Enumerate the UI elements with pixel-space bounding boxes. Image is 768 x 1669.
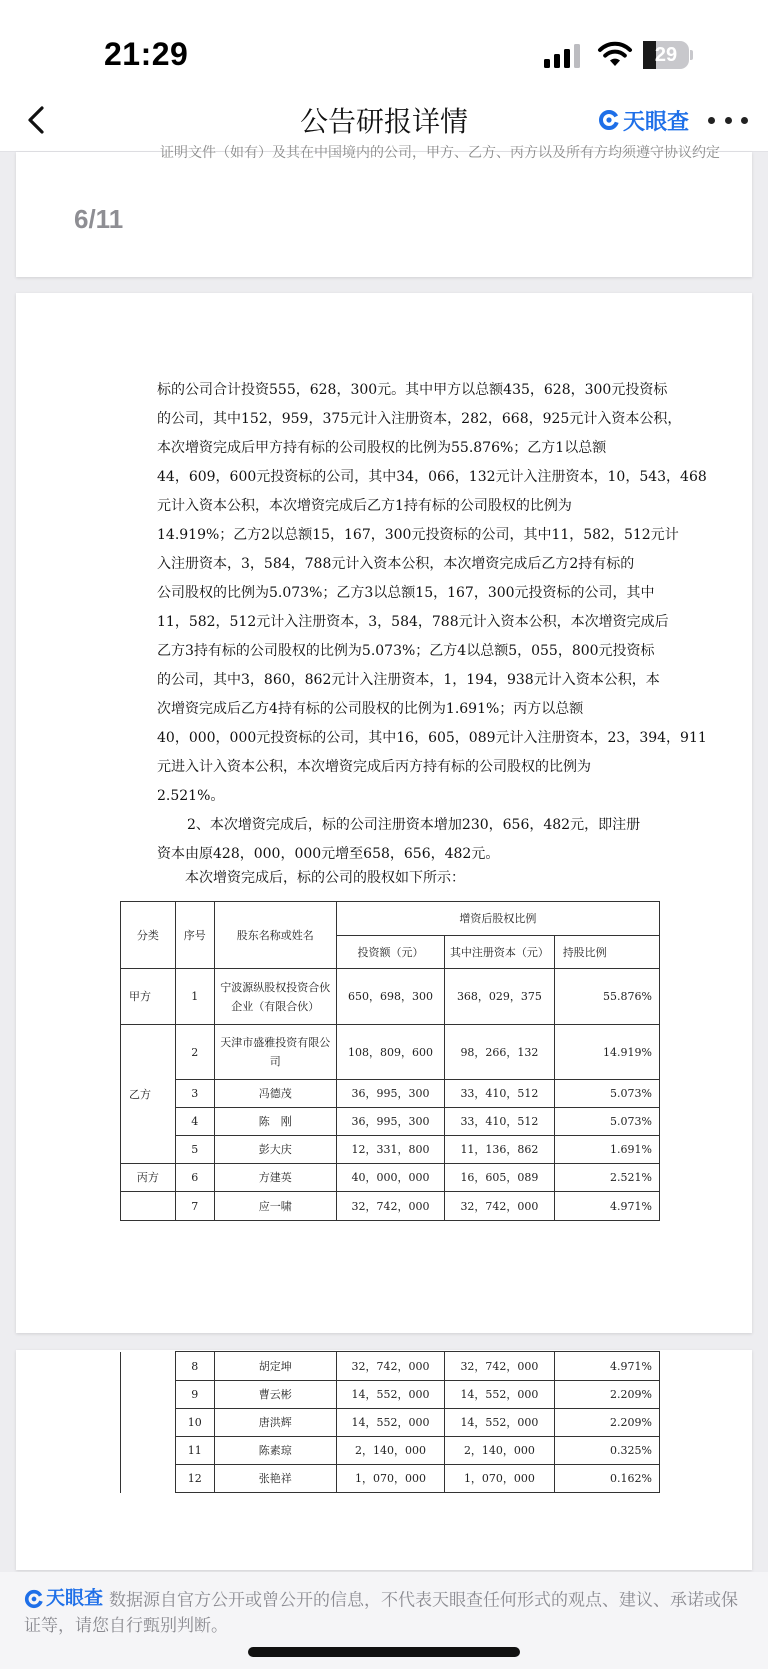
cell-registered: 16，605，089 xyxy=(445,1164,554,1192)
text-line: 2.521%。 xyxy=(157,788,225,804)
cell-holder: 陈素琼 xyxy=(214,1437,336,1465)
text-line: 元计入资本公积，本次增资完成后乙方1持有标的公司股权的比例为 xyxy=(157,498,572,514)
home-indicator[interactable] xyxy=(248,1647,520,1657)
cell-investment: 1，070，000 xyxy=(336,1465,444,1493)
table-row xyxy=(121,969,660,1025)
cell-holder: 唐洪辉 xyxy=(214,1409,336,1437)
cell-ratio: 4.971% xyxy=(554,1192,659,1221)
disclaimer-brand-name: 天眼查 xyxy=(46,1588,104,1609)
text-line: 的公司，其中152，959，375元计入注册资本，282，668，925元计入资本公积， xyxy=(157,411,682,427)
cell-category: 乙方 xyxy=(121,1025,176,1164)
status-bar xyxy=(0,0,768,90)
cell-ratio: 5.073% xyxy=(554,1108,659,1136)
cell-registered: 368，029，375 xyxy=(445,969,554,1025)
more-dots-icon xyxy=(708,117,715,124)
text-line: 本次增资完成后甲方持有标的公司股权的比例为55.876%；乙方1以总额 xyxy=(157,440,607,456)
cell-registered: 32，742，000 xyxy=(445,1192,554,1221)
cell-ratio: 55.876% xyxy=(554,969,659,1025)
status-time: 21:29 xyxy=(104,36,189,72)
cell-ratio: 1.691% xyxy=(554,1136,659,1164)
table-row xyxy=(121,1352,660,1381)
cell-registered: 33，410，512 xyxy=(445,1108,554,1136)
cell-holder: 天津市盛雅投资有限公司 xyxy=(214,1025,336,1080)
disclaimer-message: 数据源自官方公开或曾公开的信息，不代表天眼查任何形式的观点、建议、承诺或保证等，请您自行甄别判断。 xyxy=(24,1590,739,1635)
cell-holder: 宁波源纵股权投资合伙企业（有限合伙） xyxy=(214,969,336,1025)
cellular-signal-icon xyxy=(544,44,582,68)
cell-ratio: 2.209% xyxy=(554,1381,659,1409)
cell-investment: 14，552，000 xyxy=(336,1409,444,1437)
header-ratio: 持股比例 xyxy=(554,936,659,969)
cell-category xyxy=(121,1437,176,1465)
cell-holder: 应一啸 xyxy=(214,1192,336,1221)
cell-registered: 32，742，000 xyxy=(445,1352,554,1381)
table-row xyxy=(121,1080,660,1108)
text-line: 11，582，512元计入注册资本，3，584，788元计入资本公积，本次增资完成后 xyxy=(157,614,669,630)
cell-ratio: 0.162% xyxy=(554,1465,659,1493)
cell-registered: 33，410，512 xyxy=(445,1080,554,1108)
cell-investment: 650，698，300 xyxy=(336,969,444,1025)
text-line: 2、本次增资完成后，标的公司注册资本增加230，656，482元，即注册 xyxy=(187,817,641,833)
cell-seq: 2 xyxy=(175,1025,214,1080)
cell-investment: 36，995，300 xyxy=(336,1080,444,1108)
header-investment: 投资额（元） xyxy=(336,936,444,969)
cell-registered: 1，070，000 xyxy=(445,1465,554,1493)
text-line: 乙方3持有标的公司股权的比例为5.073%；乙方4以总额5，055，800元投资标 xyxy=(157,643,655,659)
cell-category: 丙方 xyxy=(121,1164,176,1192)
cell-seq: 9 xyxy=(175,1381,214,1409)
header-group: 增资后股权比例 xyxy=(336,902,659,936)
text-line: 40，000，000元投资标的公司，其中16，605，089元计入注册资本，23，394，911 xyxy=(157,730,707,746)
battery-icon xyxy=(643,41,693,69)
document-page xyxy=(16,293,752,1333)
document-page-prev xyxy=(16,145,752,277)
cell-seq: 8 xyxy=(175,1352,214,1381)
cell-ratio: 14.919% xyxy=(554,1025,659,1080)
disclaimer-brand xyxy=(24,1586,103,1611)
table-row xyxy=(121,1437,660,1465)
cell-category: 甲方 xyxy=(121,969,176,1025)
table-row xyxy=(121,1465,660,1493)
cell-investment: 32，742，000 xyxy=(336,1192,444,1221)
cell-seq: 10 xyxy=(175,1409,214,1437)
equity-table-continued xyxy=(120,1351,660,1493)
cell-holder: 张艳祥 xyxy=(214,1465,336,1493)
cell-registered: 14，552，000 xyxy=(445,1381,554,1409)
cut-off-text: 证明文件（如有）及其在中国境内的公司，甲方、乙方、丙方以及所有方均须遵守协议约定 xyxy=(160,145,720,161)
brand-name: 天眼查 xyxy=(623,108,690,134)
text-line: 标的公司合计投资555，628，300元。其中甲方以总额435，628，300元投资标 xyxy=(157,382,668,398)
cell-investment: 2，140，000 xyxy=(336,1437,444,1465)
cell-ratio: 0.325% xyxy=(554,1437,659,1465)
text-line: 资本由原428，000，000元增至658，656，482元。 xyxy=(157,846,500,862)
text-line: 入注册资本，3，584，788元计入资本公积，本次增资完成后乙方2持有标的 xyxy=(157,556,635,572)
cell-holder: 彭大庆 xyxy=(214,1136,336,1164)
cell-investment: 14，552，000 xyxy=(336,1381,444,1409)
cell-ratio: 5.073% xyxy=(554,1080,659,1108)
cell-seq: 11 xyxy=(175,1437,214,1465)
header-seq: 序号 xyxy=(175,902,214,969)
tianyancha-logo-icon xyxy=(24,1589,44,1609)
cell-seq: 1 xyxy=(175,969,214,1025)
text-line: 元进入计入资本公积，本次增资完成后丙方持有标的公司股权的比例为 xyxy=(157,759,591,775)
cell-investment: 32，742，000 xyxy=(336,1352,444,1381)
table-row xyxy=(121,1164,660,1192)
cell-holder: 胡定坤 xyxy=(214,1352,336,1381)
cell-holder: 冯德茂 xyxy=(214,1080,336,1108)
tianyancha-logo-icon xyxy=(598,109,620,131)
cell-registered: 11，136，862 xyxy=(445,1136,554,1164)
cell-investment: 108，809，600 xyxy=(336,1025,444,1080)
cell-seq: 7 xyxy=(175,1192,214,1221)
disclaimer-text xyxy=(24,1586,744,1638)
text-line: 14.919%；乙方2以总额15，167，300元投资标的公司，其中11，582，512元计 xyxy=(157,527,679,543)
cell-investment: 36，995，300 xyxy=(336,1108,444,1136)
more-button[interactable] xyxy=(708,104,748,136)
equity-table xyxy=(120,901,660,1221)
cell-registered: 14，552，000 xyxy=(445,1409,554,1437)
brand-logo[interactable] xyxy=(598,104,689,136)
text-line: 的公司，其中3，860，862元计入注册资本，1，194，938元计入资本公积，本 xyxy=(157,672,660,688)
cell-holder: 方建英 xyxy=(214,1164,336,1192)
cell-registered: 98，266，132 xyxy=(445,1025,554,1080)
cell-seq: 4 xyxy=(175,1108,214,1136)
battery-level: 29 xyxy=(654,44,678,66)
cell-ratio: 4.971% xyxy=(554,1352,659,1381)
cell-category xyxy=(121,1409,176,1437)
cell-seq: 6 xyxy=(175,1164,214,1192)
table-row xyxy=(121,1192,660,1221)
header-category: 分类 xyxy=(121,902,176,969)
wifi-icon xyxy=(597,40,633,68)
cell-seq: 5 xyxy=(175,1136,214,1164)
table-row xyxy=(121,1381,660,1409)
document-page-next xyxy=(16,1350,752,1570)
table-row xyxy=(121,1136,660,1164)
text-line: 公司股权的比例为5.073%；乙方3以总额15，167，300元投资标的公司，其中 xyxy=(157,585,655,601)
cell-ratio: 2.209% xyxy=(554,1409,659,1437)
cell-category xyxy=(121,1192,176,1221)
table-row xyxy=(121,1025,660,1080)
table-caption: 本次增资完成后，标的公司的股权如下所示： xyxy=(185,870,465,886)
header-registered: 其中注册资本（元） xyxy=(445,936,554,969)
cell-investment: 12，331，800 xyxy=(336,1136,444,1164)
table-row xyxy=(121,1108,660,1136)
cell-category xyxy=(121,1465,176,1493)
cell-ratio: 2.521% xyxy=(554,1164,659,1192)
body-paragraph xyxy=(157,376,707,869)
cell-category xyxy=(121,1352,176,1381)
header-holder: 股东名称或姓名 xyxy=(214,902,336,969)
table-row xyxy=(121,1409,660,1437)
cell-seq: 3 xyxy=(175,1080,214,1108)
cell-holder: 曹云彬 xyxy=(214,1381,336,1409)
cell-investment: 40，000，000 xyxy=(336,1164,444,1192)
cell-holder: 陈 刚 xyxy=(214,1108,336,1136)
cell-category xyxy=(121,1381,176,1409)
page-number: 6/11 xyxy=(74,204,124,234)
cell-seq: 12 xyxy=(175,1465,214,1493)
text-line: 次增资完成后乙方4持有标的公司股权的比例为1.691%；丙方以总额 xyxy=(157,701,584,717)
cell-registered: 2，140，000 xyxy=(445,1437,554,1465)
text-line: 44，609，600元投资标的公司，其中34，066，132元计入注册资本，10，543，468 xyxy=(157,469,707,485)
page-title: 公告研报详情 xyxy=(299,106,468,137)
